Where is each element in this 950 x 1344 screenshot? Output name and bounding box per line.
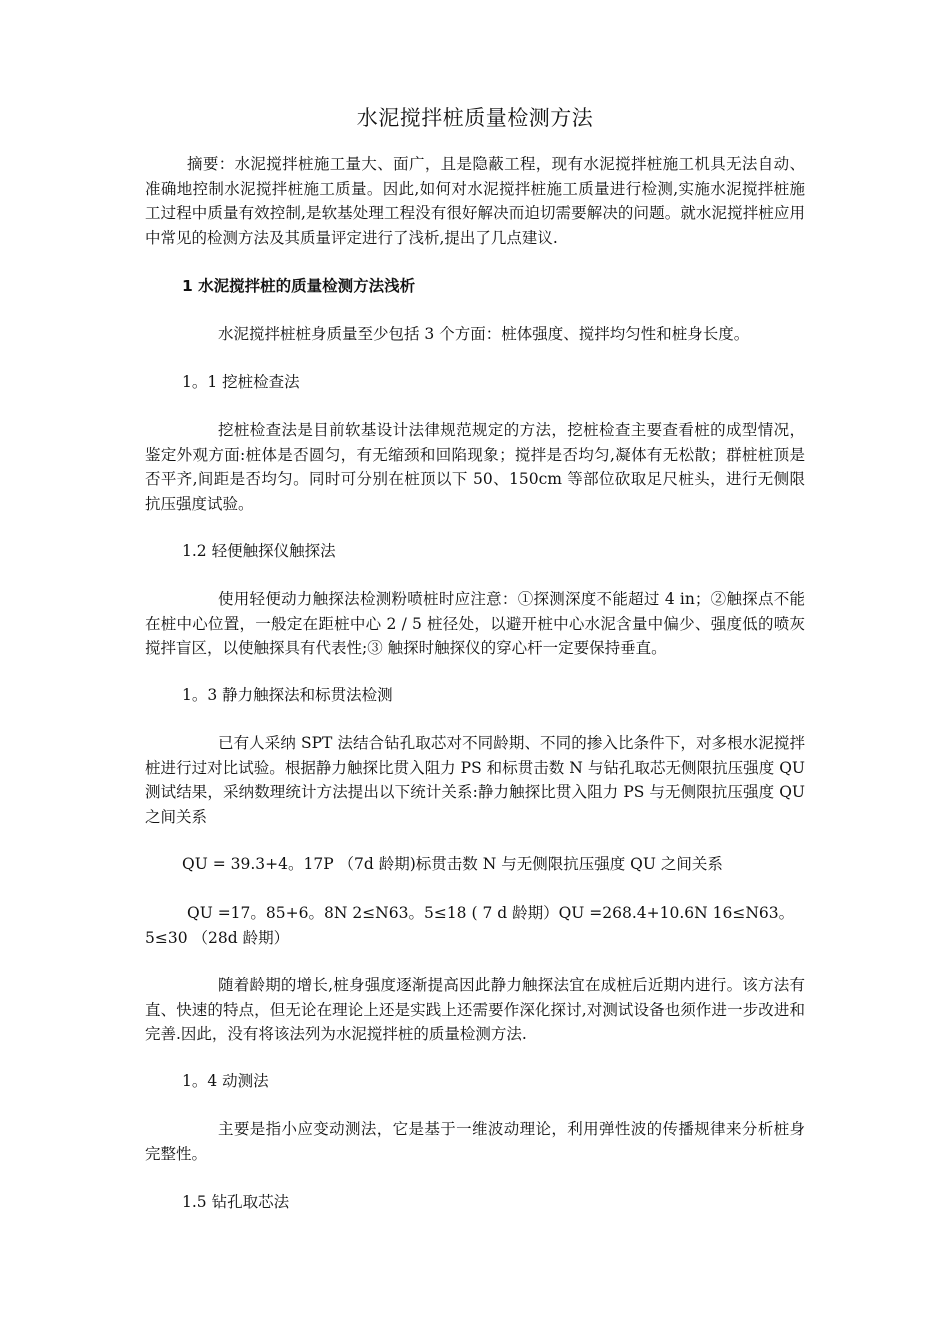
formula-n-qu: QU =17。85+6。8N 2≤N63。5≤18 ( 7 d 龄期）QU =268.4+10.6N 16≤N63。5≤30 （28d 龄期） — [145, 904, 795, 947]
section-1-4-paragraph: 主要是指小应变动测法，它是基于一维波动理论，利用弹性波的传播规律来分析桩身完整性。 — [145, 1120, 805, 1163]
section-1-5-heading: 1.5 钻孔取芯法 — [182, 1193, 290, 1211]
section-1-1-heading: 1。1 挖桩检查法 — [182, 373, 300, 391]
section-1-3-heading: 1。3 静力触探法和标贯法检测 — [182, 686, 393, 704]
formula-ps-qu: QU = 39.3+4。17P （7d 龄期)标贯击数 N 与无侧限抗压强度 QU 之间关系 — [182, 855, 723, 873]
section-1-3-conclusion-paragraph: 随着龄期的增长,桩身强度逐渐提高因此静力触探法宜在成桩后近期内进行。该方法有直、快速的特点，但无论在理论上还是实践上还需要作深化探讨,对测试设备也须作进一步改进和完善.因此，没有将该法列为水泥搅拌桩的质量检测方法. — [145, 976, 805, 1043]
section-1-2-paragraph: 使用轻便动力触探法检测粉喷桩时应注意：①探测深度不能超过 4 in；②触探点不能在桩中心位置，一般定在距桩中心 2 / 5 桩径处，以避开桩中心水泥含量中偏少、强度低的喷灰搅拌盲区，以使触探具有代表性;③ 触探时触探仪的穿心杆一定要保持垂直。 — [145, 590, 805, 657]
section-1-1-paragraph: 挖桩检查法是目前软基设计法律规范规定的方法，挖桩检查主要查看桩的成型情况，鉴定外观方面:桩体是否圆匀，有无缩颈和回陷现象；搅拌是否均匀,凝体有无松散；群桩桩顶是否平齐,间距是否均匀。同时可分别在桩顶以下 50、150cm 等部位砍取足尺桩头，进行无侧限抗压强度试验。 — [145, 421, 805, 513]
section-1-3-paragraph: 已有人采纳 SPT 法结合钻孔取芯对不同龄期、不同的掺入比条件下，对多根水泥搅拌桩进行过对比试验。根据静力触探比贯入阻力 PS 和标贯击数 N 与钻孔取芯无侧限抗压强度 QU 测试结果，采纳数理统计方法提出以下统计关系:静力触探比贯入阻力 PS 与无侧限抗压强度 QU 之间关系 — [145, 734, 805, 826]
section-1-intro-paragraph: 水泥搅拌桩桩身质量至少包括 3 个方面：桩体强度、搅拌均匀性和桩身长度。 — [218, 325, 750, 343]
section-1-heading: 1 水泥搅拌桩的质量检测方法浅析 — [182, 277, 416, 295]
section-1-4-heading: 1。4 动测法 — [182, 1072, 269, 1090]
abstract-paragraph: 摘要：水泥搅拌桩施工量大、面广，且是隐蔽工程，现有水泥搅拌桩施工机具无法自动、准确地控制水泥搅拌桩施工质量。因此,如何对水泥搅拌桩施工质量进行检测,实施水泥搅拌桩施工过程中质量有效控制,是软基处理工程没有很好解决而迫切需要解决的问题。就水泥搅拌桩应用中常见的检测方法及其质量评定进行了浅析,提出了几点建议. — [145, 155, 805, 247]
document-title: 水泥搅拌桩质量检测方法 — [356, 106, 594, 130]
section-1-2-heading: 1.2 轻便触探仪触探法 — [182, 542, 336, 560]
